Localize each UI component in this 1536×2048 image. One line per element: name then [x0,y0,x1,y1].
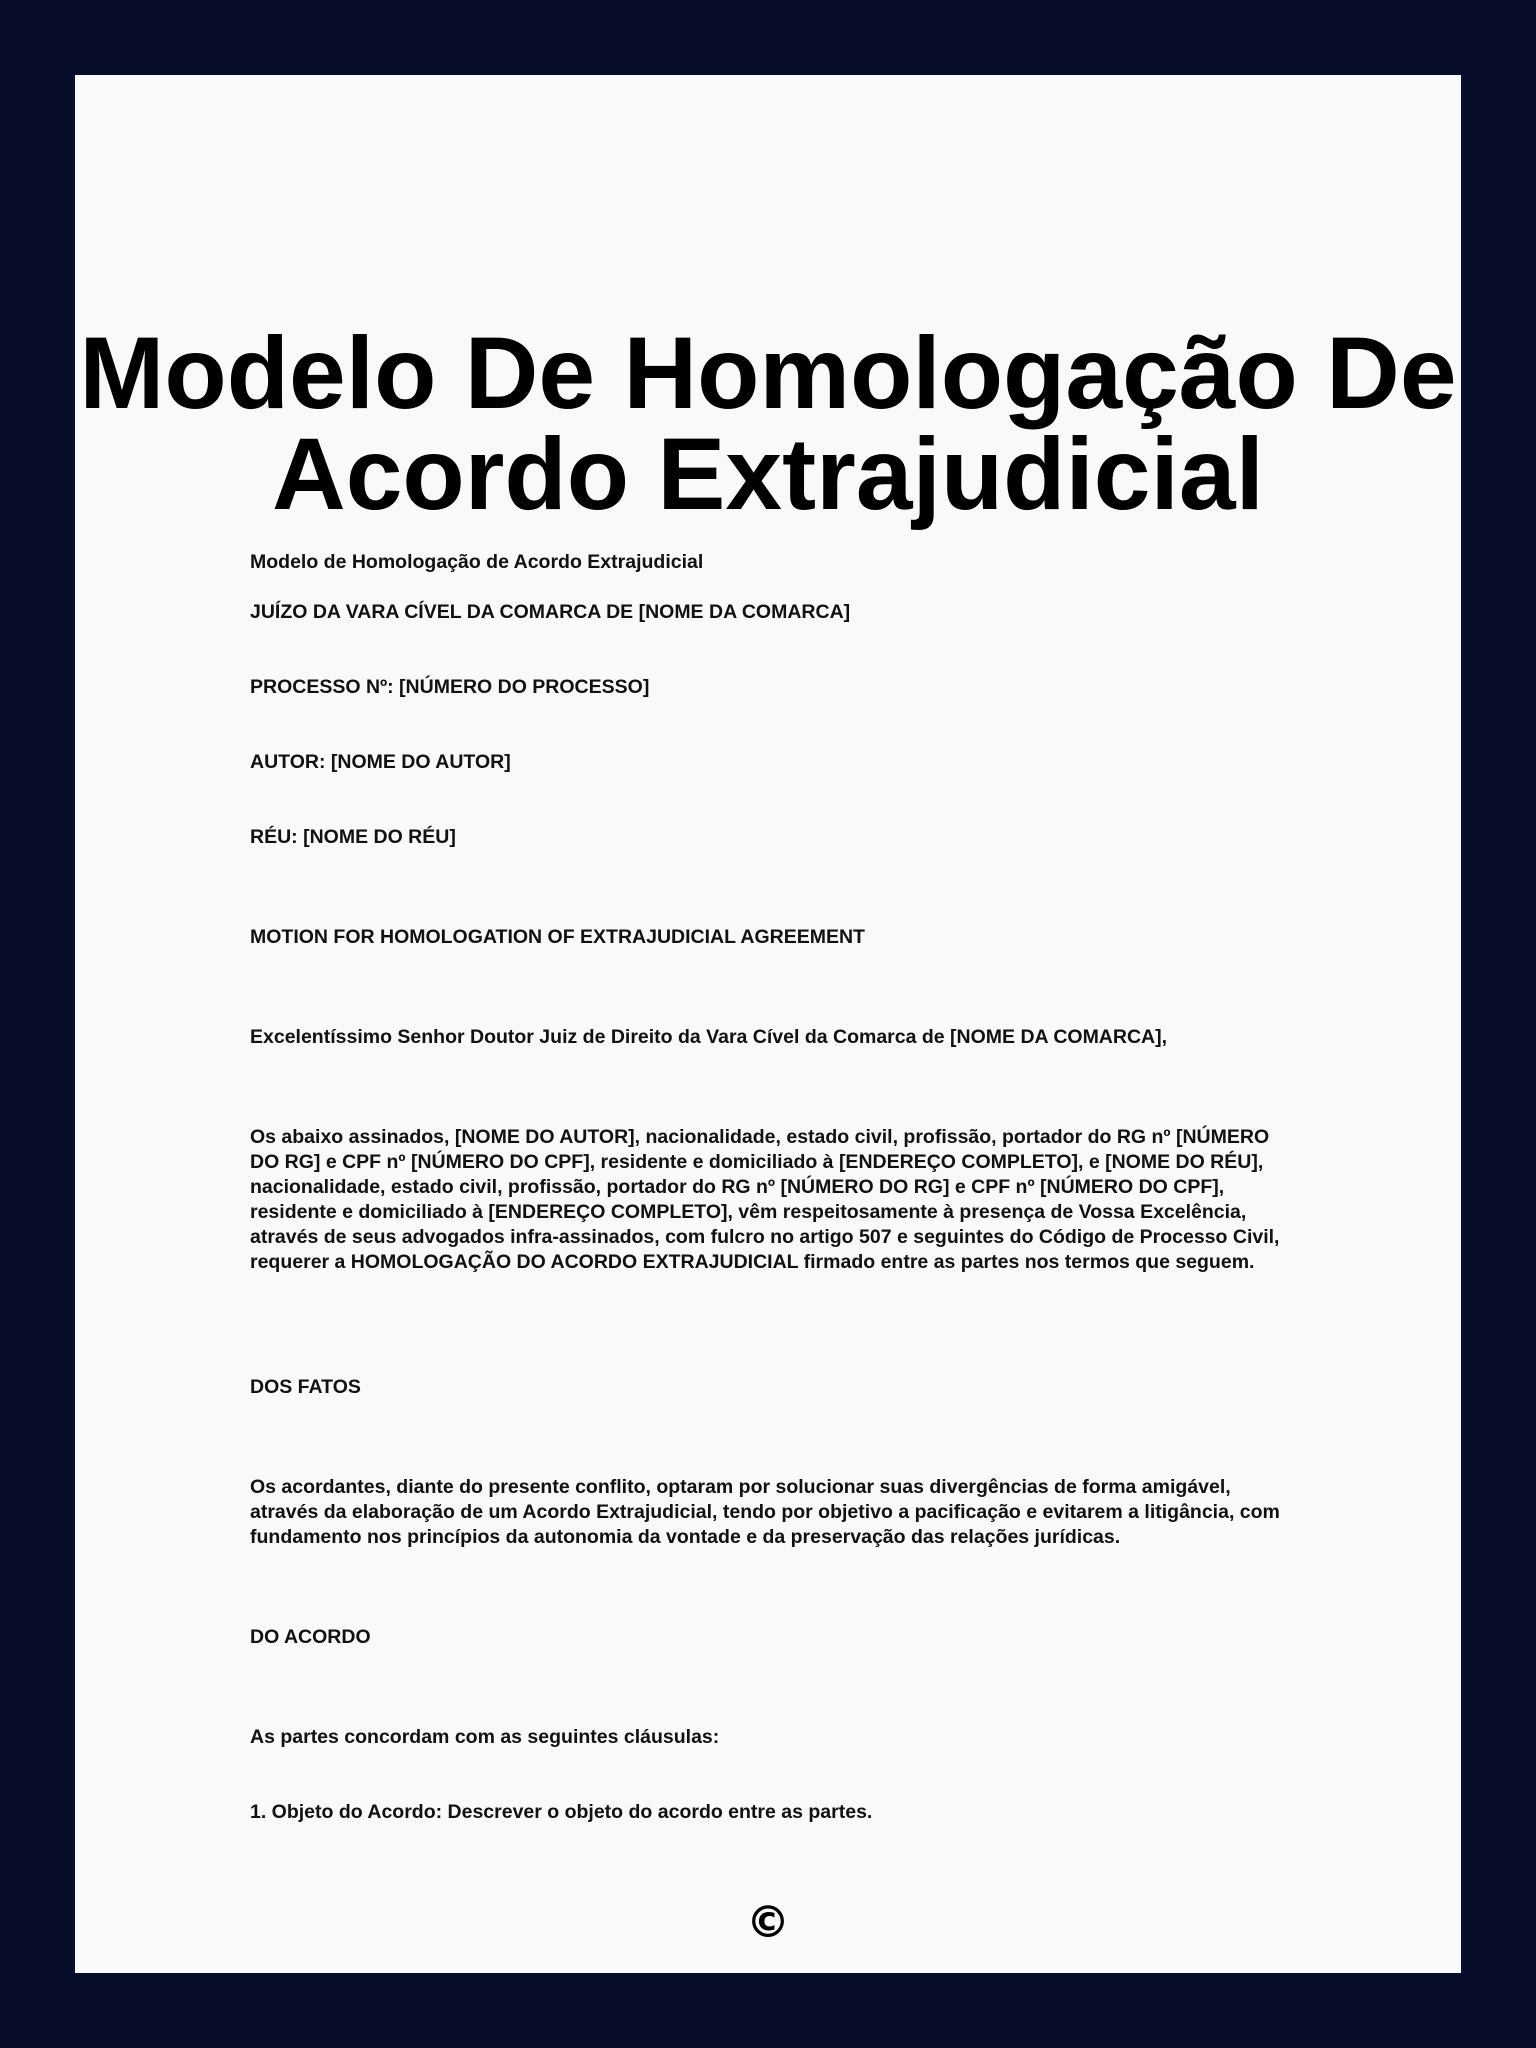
document-title: Modelo De Homologação De Acordo Extrajudicial [79,316,1457,531]
clause-1: 1. Objeto do Acordo: Descrever o objeto do acordo entre as partes. [250,1801,873,1823]
author-line: AUTOR: [NOME DO AUTOR] [250,751,511,773]
motion-heading: MOTION FOR HOMOLOGATION OF EXTRAJUDICIAL AGREEMENT [250,926,865,948]
document-page [75,75,1461,1973]
court-line: JUÍZO DA VARA CÍVEL DA COMARCA DE [NOME DA COMARCA] [250,601,851,623]
process-line: PROCESSO Nº: [NÚMERO DO PROCESSO] [250,676,650,698]
agreement-intro: As partes concordam com as seguintes cláusulas: [250,1726,720,1748]
salutation-line: Excelentíssimo Senhor Doutor Juiz de Direito da Vara Cível da Comarca de [NOME DA COMARCA], [250,1026,1168,1048]
defendant-line: RÉU: [NOME DO RÉU] [250,826,456,848]
copyright-icon: © [746,1897,790,1948]
facts-paragraph: Os acordantes, diante do presente conflito, optaram por solucionar suas divergências de forma amigável, através da elaboração de um Acordo Extrajudicial, tendo por objetivo a pacificação e evitarem a litigância, com fundamento nos princípios da autonomia da vontade e da preservação das relações jurídicas. [250,1476,1280,1548]
facts-heading: DOS FATOS [250,1376,361,1398]
intro-paragraph: Os abaixo assinados, [NOME DO AUTOR], nacionalidade, estado civil, profissão, portador do RG nº [NÚMERO DO RG] e CPF nº [NÚMERO DO CPF], residente e domiciliado à [ENDEREÇO COMPLETO], e [NOME DO RÉU], nacionalidade, estado civil, profissão, portador do RG nº [NÚMERO DO RG] e CPF nº [NÚMERO DO CPF], residente e domiciliado à [ENDEREÇO COMPLETO], vêm respeitosamente à presença de Vossa Excelência, através de seus advogados infra-assinados, com fulcro no artigo 507 e seguintes do Código de Processo Civil, requerer a HOMOLOGAÇÃO DO ACORDO EXTRAJUDICIAL firmado entre as partes nos termos que seguem. [250,1126,1280,1273]
document-subtitle: Modelo de Homologação de Acordo Extrajudicial [250,551,704,573]
agreement-heading: DO ACORDO [250,1626,371,1648]
